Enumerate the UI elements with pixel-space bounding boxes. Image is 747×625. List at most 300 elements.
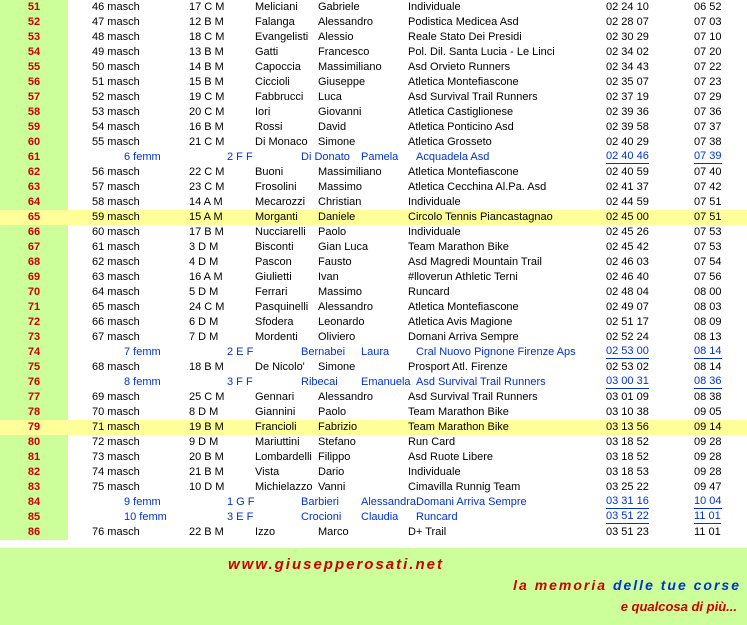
- position-cell: 71: [0, 300, 68, 315]
- name-cell: Ivan: [318, 271, 339, 283]
- category-rank-cell: 6 femm: [124, 151, 161, 163]
- surname-cell: Di Monaco: [255, 136, 308, 148]
- class-rank-cell: 14 B M: [189, 61, 224, 73]
- club-cell: Team Marathon Bike: [408, 421, 509, 433]
- table-row: [0, 240, 747, 255]
- pace-cell: 08 38: [694, 391, 722, 403]
- club-cell: Atletica Montefiascone: [408, 301, 519, 313]
- time-cell: 02 40 46: [606, 150, 649, 162]
- table-row: [0, 0, 747, 15]
- position-cell: 53: [0, 30, 68, 45]
- position-cell: 65: [0, 210, 68, 225]
- pace-cell: 08 14: [694, 345, 722, 357]
- club-cell: Podistica Medicea Asd: [408, 16, 519, 28]
- time-cell: 03 31 16: [606, 495, 649, 507]
- table-row: [0, 90, 747, 105]
- table-row: [0, 180, 747, 195]
- club-cell: Cimavilla Runnig Team: [408, 481, 521, 493]
- time-cell: 02 39 58: [606, 121, 649, 133]
- position-cell: 68: [0, 255, 68, 270]
- surname-cell: Falanga: [255, 16, 295, 28]
- class-rank-cell: 18 C M: [189, 31, 225, 43]
- pace-cell: 07 42: [694, 181, 722, 193]
- position-cell: 64: [0, 195, 68, 210]
- surname-cell: Frosolini: [255, 181, 297, 193]
- category-rank-cell: 50 masch: [92, 61, 140, 73]
- surname-cell: Mecarozzi: [255, 196, 306, 208]
- table-row: [0, 525, 747, 540]
- category-rank-cell: 68 masch: [92, 361, 140, 373]
- name-cell: Massimo: [318, 181, 363, 193]
- position-cell: 74: [0, 345, 68, 360]
- pace-cell: 08 13: [694, 331, 722, 343]
- club-cell: Asd Survival Trail Runners: [416, 376, 546, 388]
- table-row: [0, 270, 747, 285]
- surname-cell: Sfodera: [255, 316, 294, 328]
- club-cell: Atletica Ponticino Asd: [408, 121, 514, 133]
- category-rank-cell: 47 masch: [92, 16, 140, 28]
- category-rank-cell: 74 masch: [92, 466, 140, 478]
- surname-cell: Gennari: [255, 391, 295, 403]
- club-cell: Pol. Dil. Santa Lucia - Le Linci: [408, 46, 555, 58]
- table-row: [0, 225, 747, 240]
- name-cell: Simone: [318, 136, 356, 148]
- class-rank-cell: 12 B M: [189, 16, 224, 28]
- table-row: [0, 315, 747, 330]
- club-cell: Cral Nuovo Pignone Firenze Aps: [416, 346, 576, 358]
- position-cell: 56: [0, 75, 68, 90]
- pace-cell: 09 47: [694, 481, 722, 493]
- club-cell: Domani Arriva Sempre: [408, 331, 519, 343]
- pace-cell: 07 29: [694, 91, 722, 103]
- time-cell: 02 49 07: [606, 301, 649, 313]
- pace-cell: 11 01: [694, 526, 721, 538]
- club-cell: Atletica Montefiascone: [408, 166, 519, 178]
- class-rank-cell: 19 C M: [189, 91, 225, 103]
- surname-cell: Di Donato: [301, 151, 350, 163]
- time-cell: 03 13 56: [606, 421, 649, 433]
- time-cell: 02 34 02: [606, 46, 649, 58]
- position-cell: 78: [0, 405, 68, 420]
- table-row: [0, 360, 747, 375]
- name-cell: Gian Luca: [318, 241, 369, 253]
- table-row: [0, 105, 747, 120]
- surname-cell: Meliciani: [255, 1, 298, 13]
- class-rank-cell: 15 A M: [189, 211, 223, 223]
- table-row: [0, 120, 747, 135]
- name-cell: Fausto: [318, 256, 352, 268]
- pace-cell: 07 51: [694, 196, 722, 208]
- club-cell: #lloverun Athletic Terni: [408, 271, 518, 283]
- table-row: [0, 60, 747, 75]
- club-cell: Circolo Tennis Piancastagnao: [408, 211, 553, 223]
- site-link[interactable]: www.giusepperosati.net: [228, 556, 444, 573]
- pace-cell: 07 36: [694, 106, 722, 118]
- table-row: [0, 15, 747, 30]
- name-cell: Massimiliano: [318, 61, 382, 73]
- time-cell: 02 34 43: [606, 61, 649, 73]
- category-rank-cell: 76 masch: [92, 526, 140, 538]
- name-cell: Emanuela: [361, 376, 411, 388]
- position-cell: 84: [0, 495, 68, 510]
- category-rank-cell: 71 masch: [92, 421, 140, 433]
- surname-cell: Rossi: [255, 121, 283, 133]
- position-cell: 77: [0, 390, 68, 405]
- club-cell: D+ Trail: [408, 526, 447, 538]
- position-cell: 55: [0, 60, 68, 75]
- class-rank-cell: 10 D M: [189, 481, 225, 493]
- pace-cell: 07 23: [694, 76, 722, 88]
- name-cell: Paolo: [318, 226, 347, 238]
- class-rank-cell: 25 C M: [189, 391, 225, 403]
- name-cell: Simone: [318, 361, 356, 373]
- table-row: [0, 300, 747, 315]
- position-cell: 66: [0, 225, 68, 240]
- category-rank-cell: 7 femm: [124, 346, 161, 358]
- time-cell: 02 48 04: [606, 286, 649, 298]
- time-cell: 03 18 53: [606, 466, 649, 478]
- pace-cell: 08 14: [694, 361, 722, 373]
- surname-cell: Giulietti: [255, 271, 292, 283]
- position-cell: 86: [0, 525, 68, 540]
- name-cell: Pamela: [361, 151, 399, 163]
- surname-cell: Fabbrucci: [255, 91, 304, 103]
- pace-cell: 07 38: [694, 136, 722, 148]
- position-cell: 60: [0, 135, 68, 150]
- pace-cell: 09 28: [694, 436, 722, 448]
- surname-cell: Mariuttini: [255, 436, 300, 448]
- class-rank-cell: 18 B M: [189, 361, 224, 373]
- position-cell: 83: [0, 480, 68, 495]
- club-cell: Prosport Atl. Firenze: [408, 361, 508, 373]
- time-cell: 02 53 02: [606, 361, 649, 373]
- class-rank-cell: 17 B M: [189, 226, 224, 238]
- position-cell: 61: [0, 150, 68, 165]
- class-rank-cell: 22 B M: [189, 526, 224, 538]
- table-row: [0, 390, 747, 405]
- club-cell: Atletica Castiglionese: [408, 106, 514, 118]
- footer-banner: [0, 548, 747, 625]
- category-rank-cell: 72 masch: [92, 436, 140, 448]
- table-row: [0, 495, 747, 510]
- class-rank-cell: 21 C M: [189, 136, 225, 148]
- name-cell: Alessio: [318, 31, 354, 43]
- time-cell: 02 39 36: [606, 106, 649, 118]
- surname-cell: Izzo: [255, 526, 276, 538]
- surname-cell: Ribecai: [301, 376, 338, 388]
- club-cell: Individuale: [408, 1, 461, 13]
- class-rank-cell: 2 F F: [227, 151, 253, 163]
- category-rank-cell: 69 masch: [92, 391, 140, 403]
- name-cell: Giuseppe: [318, 76, 366, 88]
- class-rank-cell: 6 D M: [189, 316, 219, 328]
- position-cell: 73: [0, 330, 68, 345]
- club-cell: Asd Orvieto Runners: [408, 61, 511, 73]
- class-rank-cell: 23 C M: [189, 181, 225, 193]
- table-row: [0, 345, 747, 360]
- pace-cell: 09 14: [694, 421, 722, 433]
- class-rank-cell: 2 E F: [227, 346, 254, 358]
- club-cell: Asd Survival Trail Runners: [408, 91, 538, 103]
- category-rank-cell: 53 masch: [92, 106, 140, 118]
- name-cell: Stefano: [318, 436, 356, 448]
- time-cell: 02 37 19: [606, 91, 649, 103]
- name-cell: David: [318, 121, 347, 133]
- club-cell: Runcard: [416, 511, 458, 523]
- surname-cell: Ciccioli: [255, 76, 290, 88]
- pace-cell: 07 39: [694, 150, 722, 162]
- class-rank-cell: 22 C M: [189, 166, 225, 178]
- time-cell: 02 40 59: [606, 166, 649, 178]
- name-cell: Massimo: [318, 286, 363, 298]
- surname-cell: Vista: [255, 466, 280, 478]
- surname-cell: Nucciarelli: [255, 226, 306, 238]
- name-cell: Alessandra: [361, 496, 417, 508]
- category-rank-cell: 57 masch: [92, 181, 140, 193]
- position-cell: 72: [0, 315, 68, 330]
- class-rank-cell: 14 A M: [189, 196, 223, 208]
- category-rank-cell: 62 masch: [92, 256, 140, 268]
- category-rank-cell: 48 masch: [92, 31, 140, 43]
- position-cell: 82: [0, 465, 68, 480]
- name-cell: Alessandro: [318, 16, 374, 28]
- surname-cell: Capoccia: [255, 61, 301, 73]
- time-cell: 02 52 24: [606, 331, 649, 343]
- class-rank-cell: 4 D M: [189, 256, 219, 268]
- pace-cell: 07 10: [694, 31, 722, 43]
- table-row: [0, 465, 747, 480]
- time-cell: 03 00 31: [606, 375, 649, 387]
- surname-cell: Buoni: [255, 166, 284, 178]
- name-cell: Fabrizio: [318, 421, 358, 433]
- name-cell: Laura: [361, 346, 390, 358]
- pace-cell: 11 01: [694, 510, 721, 522]
- time-cell: 02 28 07: [606, 16, 649, 28]
- surname-cell: Pasquinelli: [255, 301, 309, 313]
- position-cell: 62: [0, 165, 68, 180]
- name-cell: Christian: [318, 196, 362, 208]
- table-row: [0, 210, 747, 225]
- position-cell: 63: [0, 180, 68, 195]
- name-cell: Claudia: [361, 511, 399, 523]
- name-cell: Luca: [318, 91, 342, 103]
- time-cell: 03 18 52: [606, 451, 649, 463]
- position-cell: 58: [0, 105, 68, 120]
- time-cell: 03 51 22: [606, 510, 649, 522]
- position-cell: 85: [0, 510, 68, 525]
- time-cell: 02 45 42: [606, 241, 649, 253]
- table-row: [0, 450, 747, 465]
- time-cell: 02 45 26: [606, 226, 649, 238]
- category-rank-cell: 61 masch: [92, 241, 140, 253]
- club-cell: Acquadela Asd: [416, 151, 490, 163]
- club-cell: Atletica Cecchina Al.Pa. Asd: [408, 181, 547, 193]
- club-cell: Reale Stato Dei Presidi: [408, 31, 522, 43]
- time-cell: 03 10 38: [606, 406, 649, 418]
- pace-cell: 07 03: [694, 16, 722, 28]
- pace-cell: 07 53: [694, 241, 722, 253]
- surname-cell: Lombardelli: [255, 451, 312, 463]
- table-row: [0, 435, 747, 450]
- club-cell: Individuale: [408, 196, 461, 208]
- category-rank-cell: 55 masch: [92, 136, 140, 148]
- category-rank-cell: 67 masch: [92, 331, 140, 343]
- name-cell: Dario: [318, 466, 345, 478]
- class-rank-cell: 3 E F: [227, 511, 254, 523]
- time-cell: 03 18 52: [606, 436, 649, 448]
- class-rank-cell: 24 C M: [189, 301, 225, 313]
- tagline-part-b: delle tue corse: [612, 577, 741, 593]
- category-rank-cell: 63 masch: [92, 271, 140, 283]
- club-cell: Run Card: [408, 436, 456, 448]
- pace-cell: 08 03: [694, 301, 722, 313]
- class-rank-cell: 3 F F: [227, 376, 253, 388]
- time-cell: 02 44 59: [606, 196, 649, 208]
- category-rank-cell: 59 masch: [92, 211, 140, 223]
- time-cell: 02 46 40: [606, 271, 649, 283]
- surname-cell: Bisconti: [255, 241, 294, 253]
- surname-cell: Michielazzo: [255, 481, 313, 493]
- position-cell: 52: [0, 15, 68, 30]
- club-cell: Individuale: [408, 466, 461, 478]
- time-cell: 03 51 23: [606, 526, 649, 538]
- pace-cell: 07 54: [694, 256, 722, 268]
- category-rank-cell: 70 masch: [92, 406, 140, 418]
- category-rank-cell: 65 masch: [92, 301, 140, 313]
- position-cell: 70: [0, 285, 68, 300]
- pace-cell: 07 51: [694, 211, 722, 223]
- table-row: [0, 255, 747, 270]
- club-cell: Team Marathon Bike: [408, 241, 509, 253]
- class-rank-cell: 7 D M: [189, 331, 219, 343]
- class-rank-cell: 19 B M: [189, 421, 224, 433]
- name-cell: Massimiliano: [318, 166, 382, 178]
- category-rank-cell: 73 masch: [92, 451, 140, 463]
- category-rank-cell: 9 femm: [124, 496, 161, 508]
- pace-cell: 09 05: [694, 406, 722, 418]
- club-cell: Team Marathon Bike: [408, 406, 509, 418]
- position-cell: 80: [0, 435, 68, 450]
- name-cell: Leonardo: [318, 316, 365, 328]
- class-rank-cell: 17 C M: [189, 1, 225, 13]
- surname-cell: Iori: [255, 106, 271, 118]
- class-rank-cell: 8 D M: [189, 406, 219, 418]
- class-rank-cell: 13 B M: [189, 46, 224, 58]
- class-rank-cell: 15 B M: [189, 76, 224, 88]
- time-cell: 02 45 00: [606, 211, 649, 223]
- name-cell: Alessandro: [318, 301, 374, 313]
- position-cell: 76: [0, 375, 68, 390]
- table-row: [0, 135, 747, 150]
- table-row: [0, 510, 747, 525]
- name-cell: Paolo: [318, 406, 347, 418]
- category-rank-cell: 60 masch: [92, 226, 140, 238]
- pace-cell: 09 28: [694, 466, 722, 478]
- table-row: [0, 75, 747, 90]
- pace-cell: 07 37: [694, 121, 722, 133]
- club-cell: Individuale: [408, 226, 461, 238]
- time-cell: 03 25 22: [606, 481, 649, 493]
- category-rank-cell: 66 masch: [92, 316, 140, 328]
- name-cell: Oliviero: [318, 331, 356, 343]
- pace-cell: 07 20: [694, 46, 722, 58]
- name-cell: Giovanni: [318, 106, 362, 118]
- time-cell: 02 51 17: [606, 316, 649, 328]
- surname-cell: Mordenti: [255, 331, 298, 343]
- position-cell: 81: [0, 450, 68, 465]
- name-cell: Alessandro: [318, 391, 374, 403]
- surname-cell: Francioli: [255, 421, 297, 433]
- category-rank-cell: 8 femm: [124, 376, 161, 388]
- pace-cell: 09 28: [694, 451, 722, 463]
- time-cell: 02 53 00: [606, 345, 649, 357]
- position-cell: 59: [0, 120, 68, 135]
- surname-cell: Crocioni: [301, 511, 342, 523]
- table-row: [0, 30, 747, 45]
- surname-cell: Evangelisti: [255, 31, 309, 43]
- club-cell: Domani Arriva Sempre: [416, 496, 527, 508]
- class-rank-cell: 21 B M: [189, 466, 224, 478]
- club-cell: Atletica Montefiascone: [408, 76, 519, 88]
- surname-cell: Morganti: [255, 211, 298, 223]
- position-cell: 54: [0, 45, 68, 60]
- table-row: [0, 330, 747, 345]
- class-rank-cell: 5 D M: [189, 286, 219, 298]
- tagline-sub: e qualcosa di più...: [620, 599, 737, 614]
- category-rank-cell: 49 masch: [92, 46, 140, 58]
- time-cell: 02 40 29: [606, 136, 649, 148]
- time-cell: 02 30 29: [606, 31, 649, 43]
- position-cell: 67: [0, 240, 68, 255]
- position-cell: 79: [0, 420, 68, 435]
- class-rank-cell: 1 G F: [227, 496, 255, 508]
- club-cell: Asd Magredi Mountain Trail: [408, 256, 542, 268]
- name-cell: Vanni: [318, 481, 346, 493]
- table-row: [0, 480, 747, 495]
- time-cell: 02 41 37: [606, 181, 649, 193]
- category-rank-cell: 52 masch: [92, 91, 140, 103]
- table-row: [0, 420, 747, 435]
- name-cell: Gabriele: [318, 1, 360, 13]
- table-row: [0, 150, 747, 165]
- position-cell: 75: [0, 360, 68, 375]
- class-rank-cell: 3 D M: [189, 241, 219, 253]
- tagline-part-a: la memoria: [513, 577, 608, 593]
- club-cell: Asd Ruote Libere: [408, 451, 493, 463]
- tagline: [513, 577, 741, 593]
- table-row: [0, 45, 747, 60]
- club-cell: Runcard: [408, 286, 450, 298]
- table-row: [0, 285, 747, 300]
- name-cell: Marco: [318, 526, 349, 538]
- position-cell: 69: [0, 270, 68, 285]
- club-cell: Atletica Avis Magione: [408, 316, 513, 328]
- club-cell: Asd Survival Trail Runners: [408, 391, 538, 403]
- pace-cell: 08 36: [694, 375, 722, 387]
- class-rank-cell: 20 B M: [189, 451, 224, 463]
- surname-cell: Gatti: [255, 46, 279, 58]
- category-rank-cell: 46 masch: [92, 1, 140, 13]
- name-cell: Francesco: [318, 46, 370, 58]
- name-cell: Filippo: [318, 451, 351, 463]
- table-row: [0, 375, 747, 390]
- time-cell: 02 24 10: [606, 1, 649, 13]
- surname-cell: Pascon: [255, 256, 292, 268]
- pace-cell: 06 52: [694, 1, 722, 13]
- class-rank-cell: 16 B M: [189, 121, 224, 133]
- surname-cell: Giannini: [255, 406, 296, 418]
- pace-cell: 07 56: [694, 271, 722, 283]
